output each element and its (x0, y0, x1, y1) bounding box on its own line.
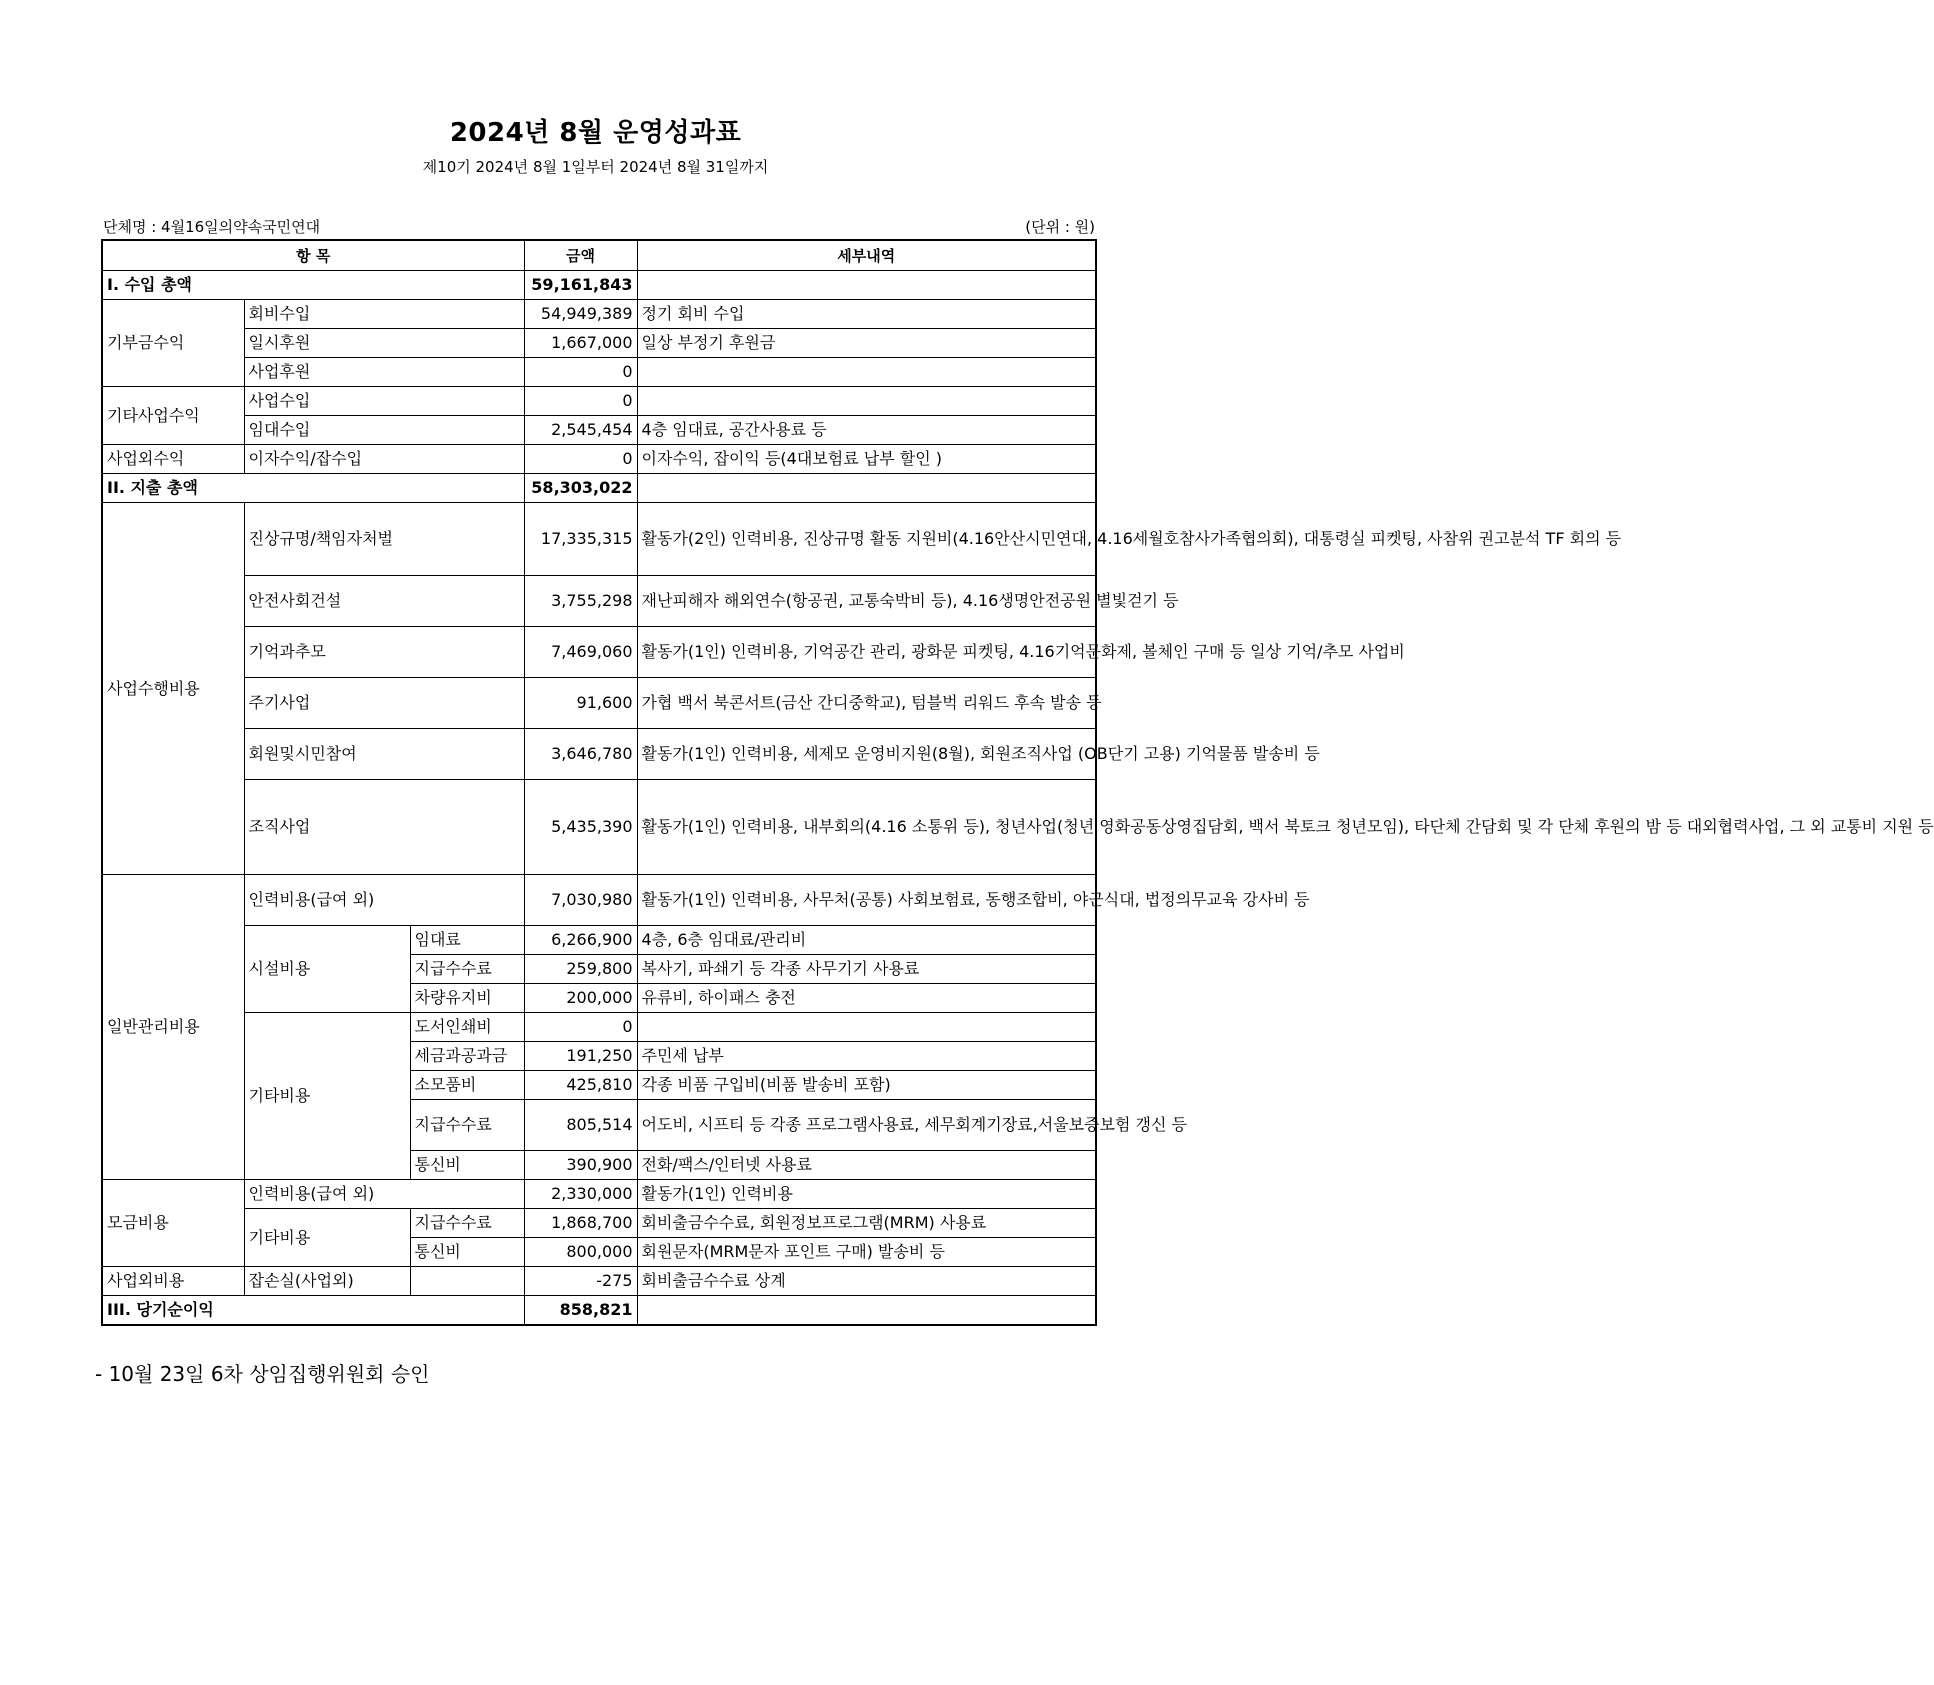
item-detail (637, 358, 1096, 387)
item-detail: 각종 비품 구입비(비품 발송비 포함) (637, 1071, 1096, 1100)
category-label: 모금비용 (102, 1180, 244, 1267)
item-detail: 활동가(1인) 인력비용, 사무처(공통) 사회보험료, 동행조합비, 야근식대, 법정의무교육 강사비 등 (637, 875, 1096, 926)
item-detail: 복사기, 파쇄기 등 각종 사무기기 사용료 (637, 955, 1096, 984)
item-label: 임대료 (410, 926, 524, 955)
category-label: 일반관리비용 (102, 875, 244, 1180)
expense-total-amount: 58,303,022 (524, 474, 637, 503)
item-detail: 활동가(1인) 인력비용, 내부회의(4.16 소통위 등), 청년사업(청년 영화공동상영집담회, 백서 북토크 청년모임), 타단체 간담회 및 각 단체 후원의 밤 등 대외협력사업, 그 외 교통비 지원 등 (637, 780, 1096, 875)
expense-total-detail (637, 474, 1096, 503)
item-detail (637, 1013, 1096, 1042)
item-amount: 3,755,298 (524, 576, 637, 627)
item-amount: 91,600 (524, 678, 637, 729)
item-amount: 259,800 (524, 955, 637, 984)
item-detail: 회비출금수수료 상계 (637, 1267, 1096, 1296)
item-label: 통신비 (410, 1238, 524, 1267)
category-label: 사업외수익 (102, 445, 244, 474)
approval-note: - 10월 23일 6차 상임집행위원회 승인 (95, 1362, 430, 1386)
item-detail: 어도비, 시프티 등 각종 프로그램사용료, 세무회계기장료,서울보증보험 갱신 등 (637, 1100, 1096, 1151)
table-row (102, 1267, 1096, 1296)
net-income-label: III. 당기순이익 (102, 1296, 524, 1325)
table-row (102, 576, 1096, 627)
item-detail: 정기 회비 수입 (637, 300, 1096, 329)
item-amount: 0 (524, 1013, 637, 1042)
item-detail: 활동가(1인) 인력비용, 세제모 운영비지원(8월), 회원조직사업 (OB단기 고용) 기억물품 발송비 등 (637, 729, 1096, 780)
item-label: 잡손실(사업외) (244, 1267, 410, 1296)
item-amount: 800,000 (524, 1238, 637, 1267)
item-amount: 2,330,000 (524, 1180, 637, 1209)
item-label: 회비수입 (244, 300, 524, 329)
table-row (102, 300, 1096, 329)
item-amount: 1,868,700 (524, 1209, 637, 1238)
item-label: 통신비 (410, 1151, 524, 1180)
item-label: 기억과추모 (244, 627, 524, 678)
table-row (102, 329, 1096, 358)
table-row (102, 729, 1096, 780)
item-label: 소모품비 (410, 1071, 524, 1100)
item-detail (637, 387, 1096, 416)
item-amount: 5,435,390 (524, 780, 637, 875)
item-amount: 425,810 (524, 1071, 637, 1100)
income-total-label: I. 수입 총액 (102, 271, 524, 300)
item-amount: -275 (524, 1267, 637, 1296)
table-row (102, 1209, 1096, 1238)
table-row (102, 358, 1096, 387)
item-detail: 전화/팩스/인터넷 사용료 (637, 1151, 1096, 1180)
item-amount: 191,250 (524, 1042, 637, 1071)
operating-results-table (101, 239, 1934, 1326)
income-total-amount: 59,161,843 (524, 271, 637, 300)
item-detail: 재난피해자 해외연수(항공권, 교통숙박비 등), 4.16생명안전공원 별빛걷기 등 (637, 576, 1096, 627)
table-row (102, 416, 1096, 445)
item-detail: 활동가(1인) 인력비용 (637, 1180, 1096, 1209)
table-row (102, 503, 1096, 576)
item-detail: 활동가(1인) 인력비용, 기억공간 관리, 광화문 피켓팅, 4.16기억문화제, 볼체인 구매 등 일상 기억/추모 사업비 (637, 627, 1096, 678)
category-label: 기타사업수익 (102, 387, 244, 445)
header-amount: 금액 (524, 240, 637, 271)
header-item: 항 목 (102, 240, 524, 271)
item-label: 도서인쇄비 (410, 1013, 524, 1042)
table-row (102, 387, 1096, 416)
item-amount: 1,667,000 (524, 329, 637, 358)
period-subtitle: 제10기 2024년 8월 1일부터 2024년 8월 31일까지 (422, 158, 769, 176)
table-row (102, 445, 1096, 474)
item-detail: 회원문자(MRM문자 포인트 구매) 발송비 등 (637, 1238, 1096, 1267)
item-label: 사업후원 (244, 358, 524, 387)
table-row (102, 1013, 1096, 1042)
item-detail: 일상 부정기 후원금 (637, 329, 1096, 358)
expense-total-label: II. 지출 총액 (102, 474, 524, 503)
item-amount: 54,949,389 (524, 300, 637, 329)
item-label: 일시후원 (244, 329, 524, 358)
item-detail: 활동가(2인) 인력비용, 진상규명 활동 지원비(4.16안산시민연대, 4.16세월호참사가족협의회), 대통령실 피켓팅, 사참위 권고분석 TF 회의 등 (637, 503, 1096, 576)
table-row (102, 627, 1096, 678)
item-label: 지급수수료 (410, 1209, 524, 1238)
table-row (102, 875, 1096, 926)
item-amount: 0 (524, 445, 637, 474)
table-row (102, 780, 1096, 875)
item-amount: 6,266,900 (524, 926, 637, 955)
item-label: 세금과공과금 (410, 1042, 524, 1071)
item-detail: 가협 백서 북콘서트(금산 간디중학교), 텀블벅 리워드 후속 발송 등 (637, 678, 1096, 729)
item-detail: 회비출금수수료, 회원정보프로그램(MRM) 사용료 (637, 1209, 1096, 1238)
header-row (102, 240, 1096, 271)
item-detail: 4층 임대료, 공간사용료 등 (637, 416, 1096, 445)
expense-total-row (102, 474, 1096, 503)
table-row (102, 1180, 1096, 1209)
category-label: 기부금수익 (102, 300, 244, 387)
item-label: 지급수수료 (410, 955, 524, 984)
item-label: 지급수수료 (410, 1100, 524, 1151)
header-detail: 세부내역 (637, 240, 1096, 271)
category-label: 사업외비용 (102, 1267, 244, 1296)
category-label: 사업수행비용 (102, 503, 244, 875)
item-amount: 7,030,980 (524, 875, 637, 926)
unit-label: (단위 : 원) (1025, 218, 1095, 236)
item-label: 인력비용(급여 외) (244, 875, 524, 926)
item-amount: 2,545,454 (524, 416, 637, 445)
subcategory-label: 기타비용 (244, 1013, 410, 1180)
item-label: 인력비용(급여 외) (244, 1180, 524, 1209)
item-amount: 200,000 (524, 984, 637, 1013)
item-amount: 390,900 (524, 1151, 637, 1180)
item-label: 임대수입 (244, 416, 524, 445)
table-row (102, 926, 1096, 955)
item-detail: 유류비, 하이패스 충전 (637, 984, 1096, 1013)
item-label: 회원및시민참여 (244, 729, 524, 780)
income-total-detail (637, 271, 1096, 300)
item-label: 안전사회건설 (244, 576, 524, 627)
table-row (102, 678, 1096, 729)
net-income-row (102, 1296, 1096, 1325)
income-total-row (102, 271, 1096, 300)
organization-name: 단체명 : 4월16일의약속국민연대 (103, 218, 321, 236)
item-label: 이자수익/잡수입 (244, 445, 524, 474)
item-amount: 0 (524, 358, 637, 387)
item-detail: 이자수익, 잡이익 등(4대보험료 납부 할인 ) (637, 445, 1096, 474)
item-label: 사업수입 (244, 387, 524, 416)
page-title: 2024년 8월 운영성과표 (449, 118, 742, 148)
item-amount: 7,469,060 (524, 627, 637, 678)
item-amount: 0 (524, 387, 637, 416)
subcategory-label: 기타비용 (244, 1209, 410, 1267)
empty-cell (410, 1267, 524, 1296)
item-label: 조직사업 (244, 780, 524, 875)
item-label: 진상규명/책임자처벌 (244, 503, 524, 576)
item-amount: 17,335,315 (524, 503, 637, 576)
item-amount: 3,646,780 (524, 729, 637, 780)
net-income-detail (637, 1296, 1096, 1325)
net-income-amount: 858,821 (524, 1296, 637, 1325)
item-detail: 4층, 6층 임대료/관리비 (637, 926, 1096, 955)
item-amount: 805,514 (524, 1100, 637, 1151)
item-detail: 주민세 납부 (637, 1042, 1096, 1071)
subcategory-label: 시설비용 (244, 926, 410, 1013)
item-label: 주기사업 (244, 678, 524, 729)
item-label: 차량유지비 (410, 984, 524, 1013)
